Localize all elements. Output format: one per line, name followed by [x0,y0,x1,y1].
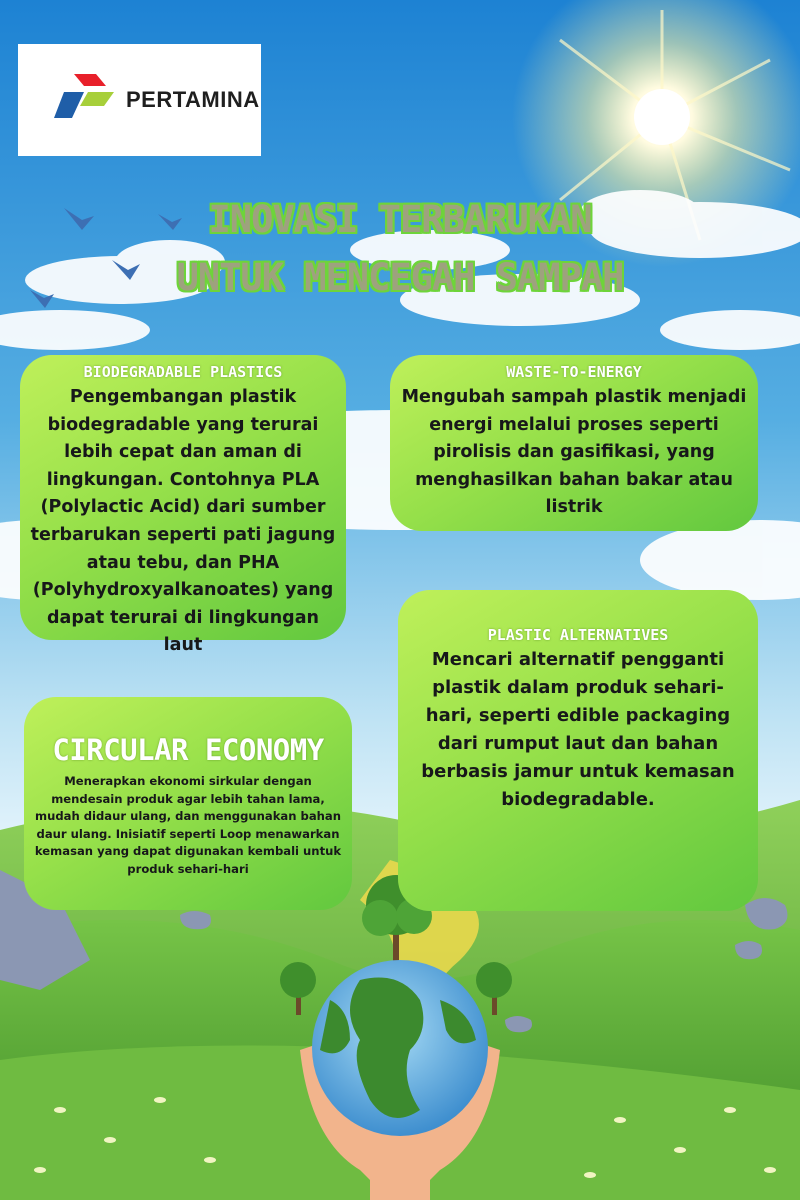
page-title-line-1: INOVASI TERBARUKAN [208,198,592,241]
earth-globe-icon [312,960,488,1136]
card-waste-to-energy [390,355,758,531]
pertamina-logo-box [18,44,261,156]
card-plastic-alternatives [398,590,758,911]
card-heading: WASTE-TO-ENERGY [506,363,642,381]
card-heading: PLASTIC ALTERNATIVES [487,626,669,644]
card-heading: BIODEGRADABLE PLASTICS [83,363,283,381]
card-biodegradable-plastics [20,355,346,656]
card-body: Mengubah sampah plastik menjadi energi melalui proses seperti pirolisis dan gasifikasi, yang menghasilkan bahan bakar atau listrik [401,387,747,518]
pertamina-logo-icon [52,72,118,122]
card-heading: CIRCULAR ECONOMY [52,733,324,767]
card-body: Pengembangan plastik biodegradable yang terurai lebih cepat dan aman di lingkungan. Contohnya PLA (Polylactic Acid) dari sumber terbarukan seperti pati jagung atau tebu, dan PHA (Polyhydroxyalkanoates) yang dapat terurai di lingkungan laut [30,387,336,656]
card-circular-economy [24,697,352,910]
page-title-line-2: UNTUK MENCEGAH SAMPAH [176,256,624,299]
brand-name: PERTAMINA [126,87,260,112]
card-body: Menerapkan ekonomi sirkular dengan mendesain produk agar lebih tahan lama, mudah didaur ulang, dan menggunakan bahan daur ulang. Inisiatif seperti Loop menawarkan kemasan yang dapat digunakan kembali untuk produk sehari-hari [34,774,342,876]
card-body: Mencari alternatif pengganti plastik dalam produk sehari-hari, seperti edible packaging dari rumput laut dan bahan berbasis jamur untuk kemasan biodegradable. [421,649,735,810]
